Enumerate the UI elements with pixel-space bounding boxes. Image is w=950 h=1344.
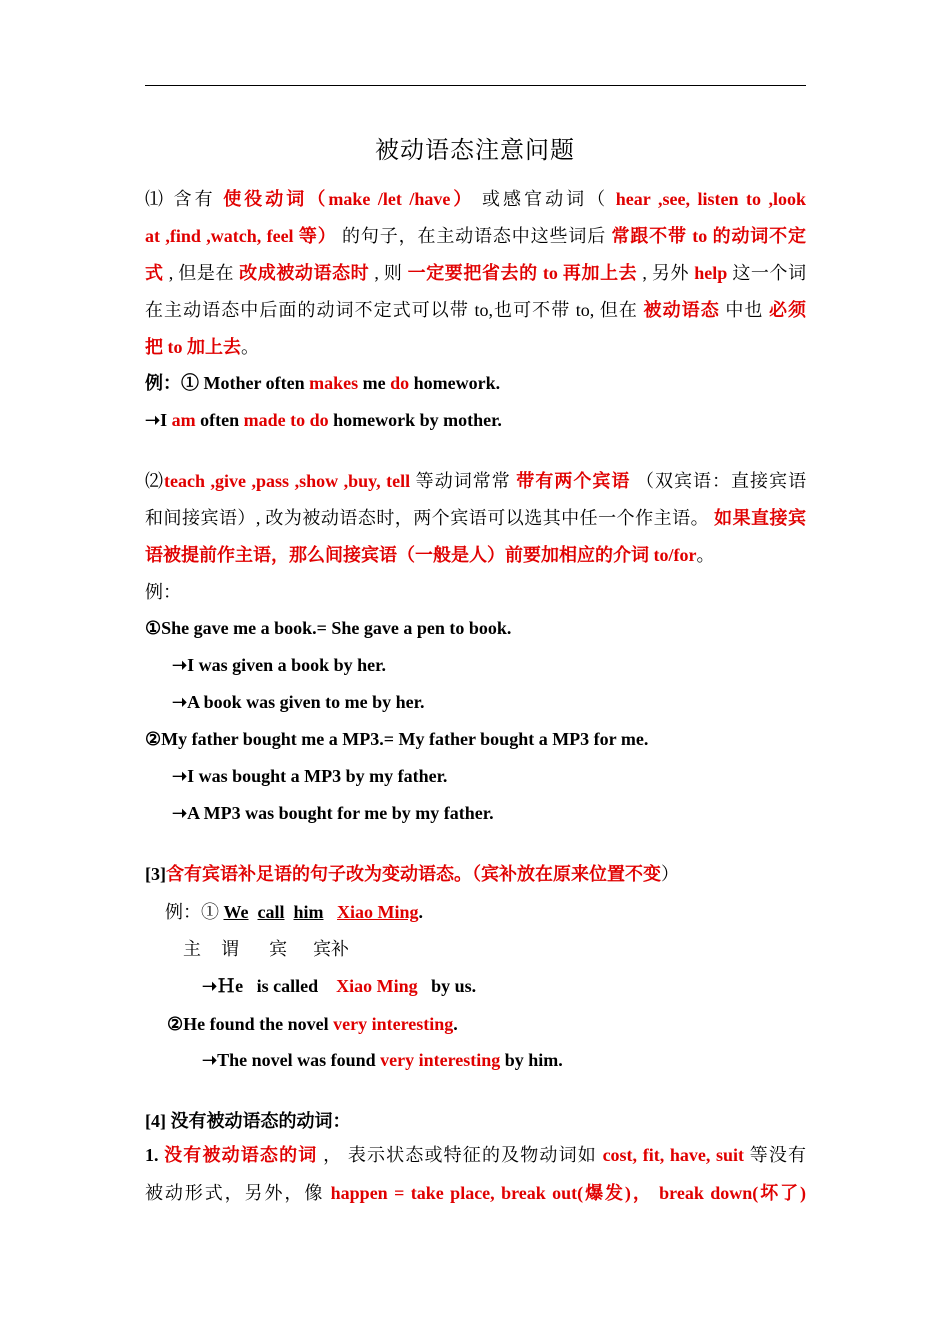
- s4-line-1: 1. 没有被动语态的词 ， 表示状态或特征的及物动词如 cost, fit, have, suit 等没有: [145, 1145, 806, 1165]
- s1-line-5: 把 to 加上去。: [145, 337, 259, 357]
- s1-line-2: at ,find ,watch, feel 等） 的句子，在主动语态中这些词后 常跟不带 to 的动词不定: [145, 226, 807, 246]
- s1-line-1: ⑴ 含有 使役动词（make /let /have） 或感官动词（ hear ,see, listen to ,look: [145, 189, 807, 209]
- s3-heading: [3]含有宾语补足语的句子改为变动语态。（宾补放在原来位置不变）: [145, 864, 679, 884]
- s1-line-3: 式 , 但是在 改成被动语态时 , 则 一定要把省去的 to 再加上去 , 另外 help 这一个词: [145, 263, 807, 283]
- s2-example-1: ①She gave me a book.= She gave a pen to book.: [145, 618, 512, 638]
- s3-example-2: ②He found the novel very interesting.: [167, 1014, 458, 1034]
- s2-line-2: 和间接宾语）, 改为被动语态时，两个宾语可以选其中任一个作主语。 如果直接宾: [145, 508, 807, 528]
- s1-example-2: ➝I am often made to do homework by mother.: [145, 410, 502, 430]
- s3-example-1: 例：① We call him Xiao Ming.: [165, 902, 424, 922]
- s2-line-1: ⑵teach ,give ,pass ,show ,buy, tell 等动词常常 带有两个宾语 （双宾语：直接宾语: [145, 471, 807, 491]
- s2-line-3: 语被提前作主语，那么间接宾语（一般是人）前要加相应的介词 to/for。: [145, 545, 715, 565]
- s3-example-1-passive: ➝Ｈe is called Xiao Ming by us.: [202, 976, 477, 996]
- s2-example-label: 例：: [145, 582, 181, 602]
- s1-line-4: 在主动语态中后面的动词不定式可以带 to,也可不带 to, 但在 被动语态 中也 必须: [145, 300, 807, 320]
- s3-example-2-passive: ➝The novel was found very interesting by him.: [202, 1050, 563, 1070]
- s2-example-2b: ➝A MP3 was bought for me by my father.: [172, 803, 494, 823]
- s3-roles: 主 谓 宾 宾补: [183, 939, 349, 959]
- s2-example-1a: ➝I was given a book by her.: [172, 655, 386, 675]
- s2-example-2a: ➝I was bought a MP3 by my father.: [172, 766, 448, 786]
- s4-line-2: 被动形式，另外，像 happen = take place, break out(爆发)， break down(坏了): [145, 1183, 807, 1203]
- s2-example-1b: ➝A book was given to me by her.: [172, 692, 425, 712]
- s4-heading: [4] 没有被动语态的动词：: [145, 1111, 351, 1131]
- header-rule: [145, 85, 806, 86]
- page-title: 被动语态注意问题: [375, 138, 575, 164]
- s1-example-1: 例：① Mother often makes me do homework.: [145, 373, 501, 393]
- s2-example-2: ②My father bought me a MP3.= My father bought a MP3 for me.: [145, 729, 649, 749]
